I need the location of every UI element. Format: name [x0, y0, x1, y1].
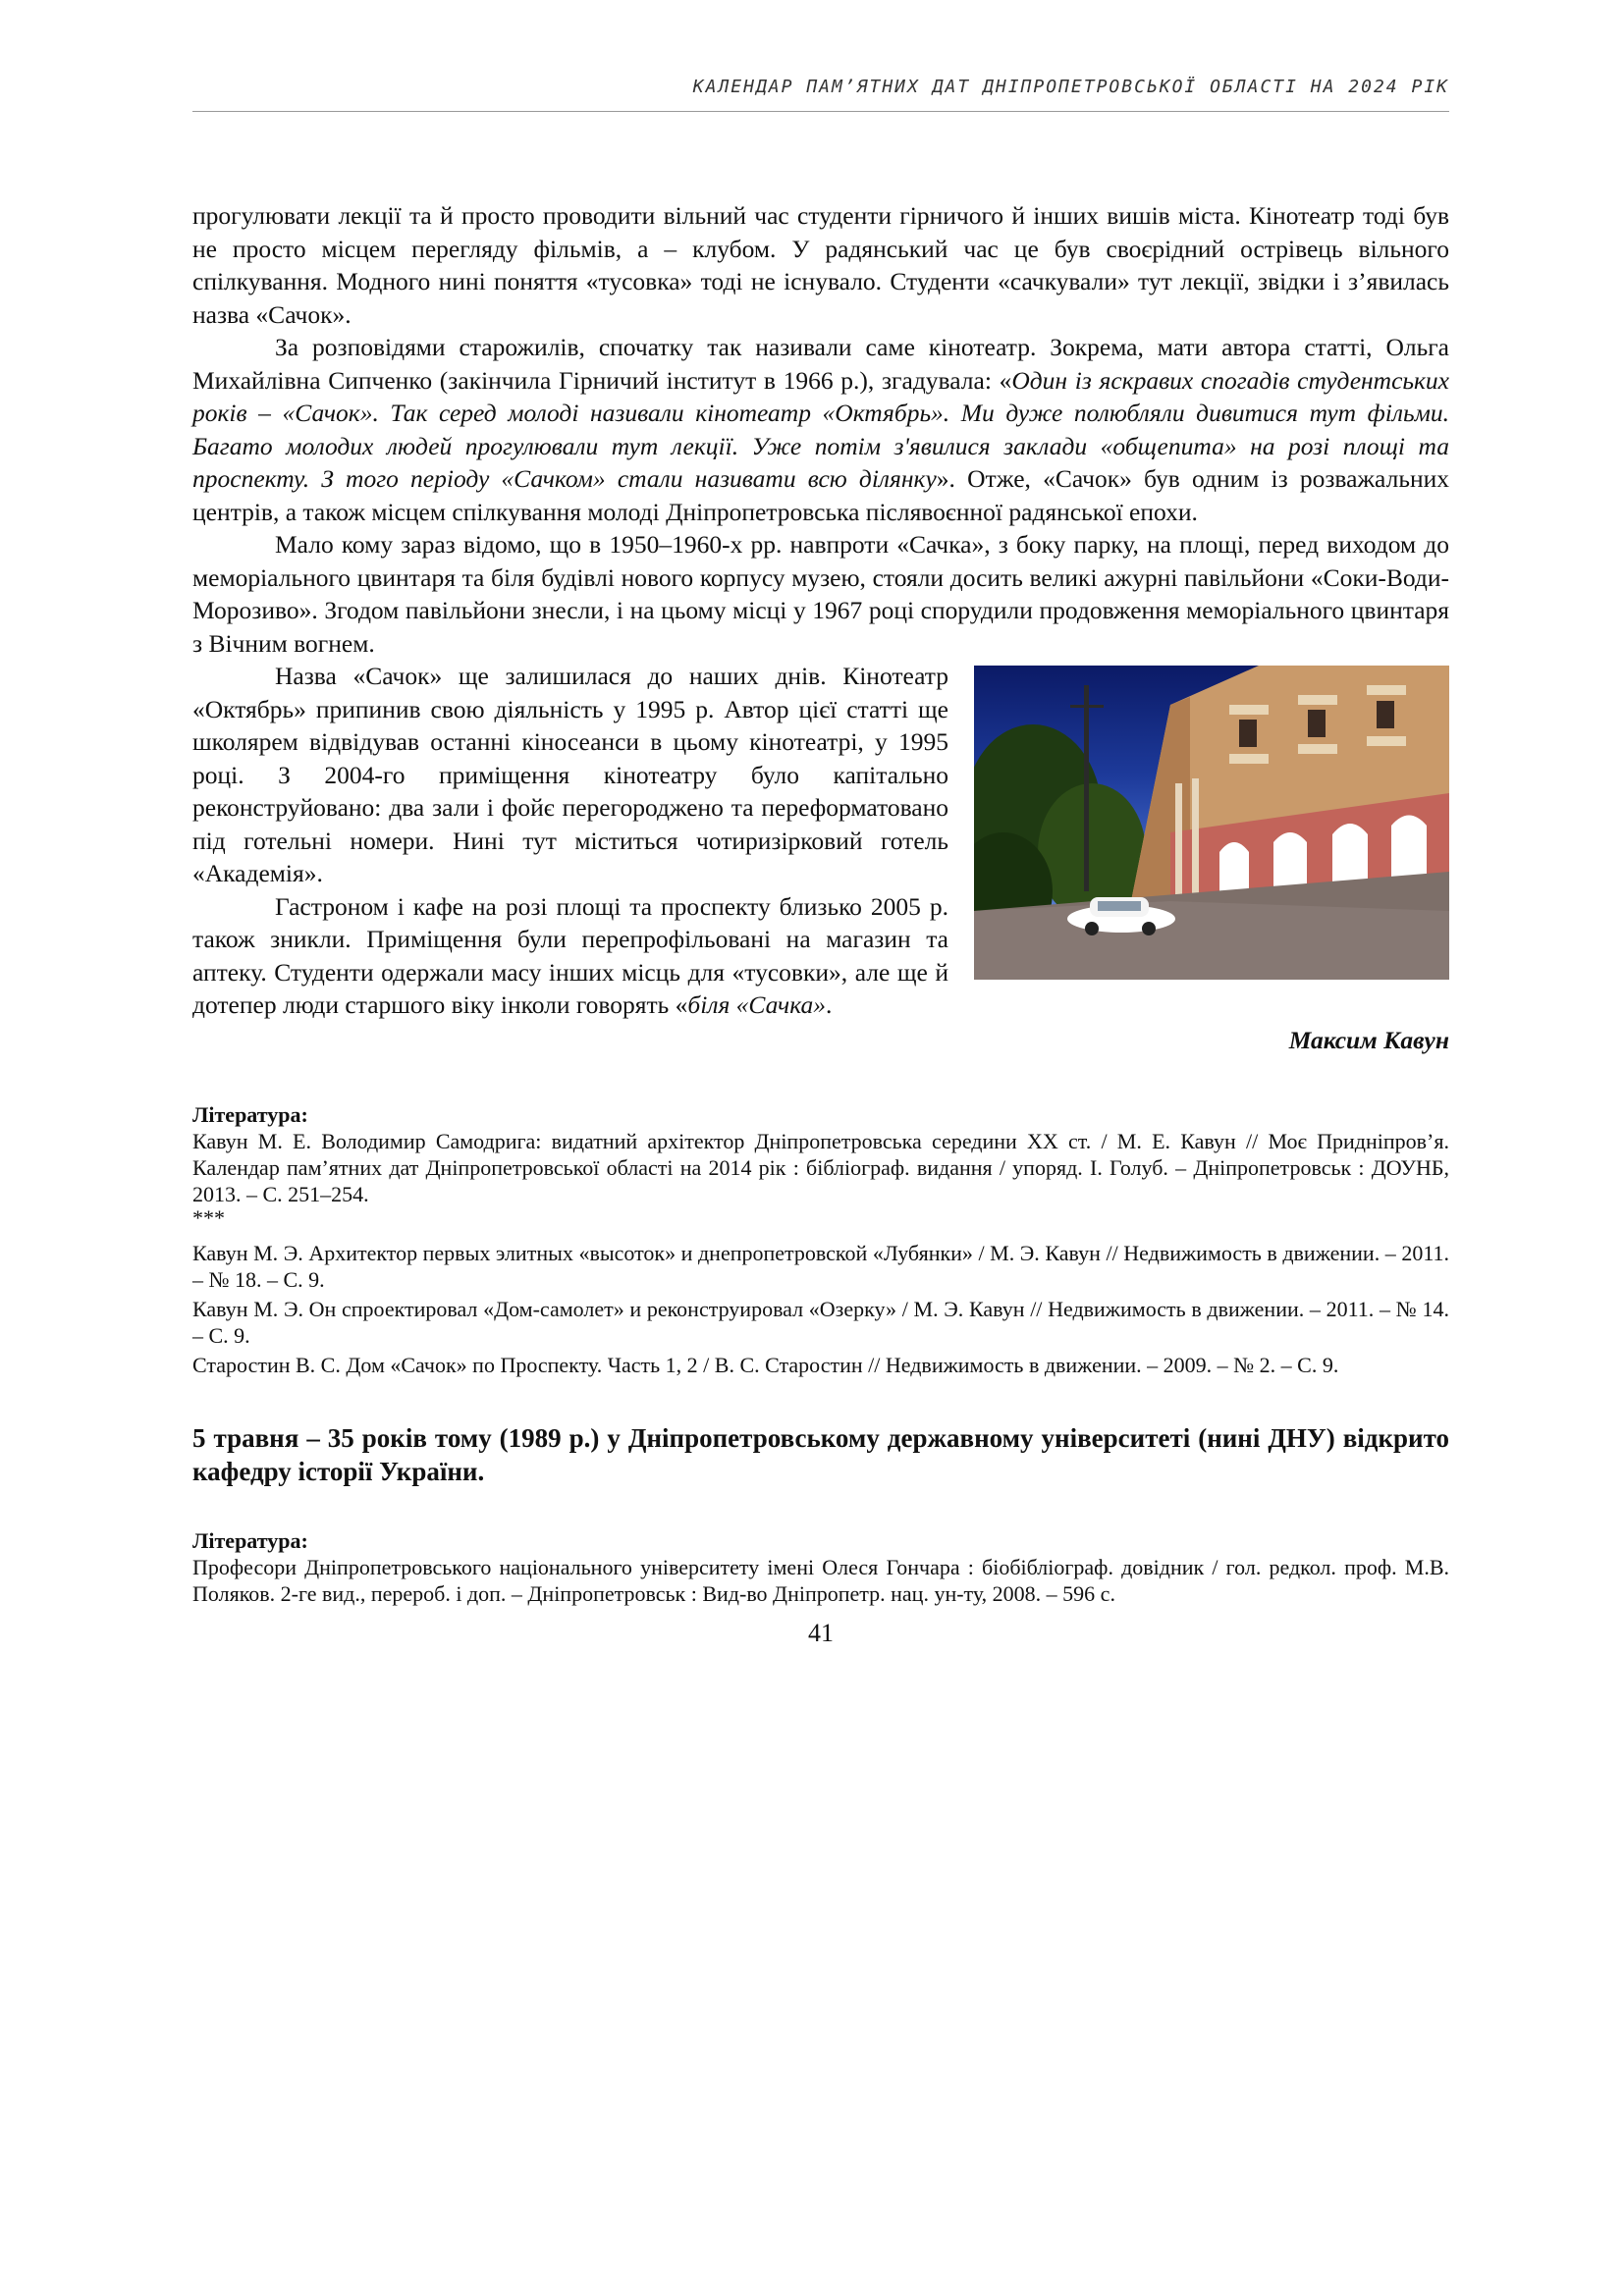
separator-stars: *** — [192, 1205, 225, 1230]
bibliography-entry: Кавун М. Э. Архитектор первых элитных «высоток» и днепропетровской «Лубянки» / М. Э. Кавун // Недвижимость в движении. – 2011. – № 18. – С. 9. — [192, 1241, 1449, 1292]
paragraph: Мало кому зараз відомо, що в 1950–1960-х рр. навпроти «Сачка», з боку парку, на площі, перед виходом до меморіального цвинтаря та біля будівлі нового корпусу музею, стояли досить великі ажурні павільйони «Соки-Води-Морозиво». Згодом павільйони знесли, і на цьому місці у 1967 році спорудили продовження меморіального цвинтаря з Вічним вогнем. — [192, 530, 1449, 658]
building-photo — [974, 666, 1449, 980]
quotation: Один із яскравих спогадів студентських років – «Сачок». Так серед молоді називали кінотеатр «Октябрь». Ми дуже полюбляли дивитися тут фільми. Багато молодих людей прогулювали тут лекції. Уже потім з'явилися заклади «общепита» на розі площі та проспекту. З того періоду «Сачком» стали називати всю ділянку — [192, 365, 1449, 493]
bibliography — [192, 1527, 1449, 1607]
bibliography-entry: Кавун М. Е. Володимир Самодрига: видатний архітектор Дніпропетровська середини ХХ ст. / М. Е. Кавун // Моє Придніпров’я. Календар пам’ятних дат Дніпропетровської області на 2014 рік : бібліограф. видання / упоряд. І. Голуб. – Дніпропетровськ : ДОУНБ, 2013. – С. 251–254. — [192, 1129, 1449, 1206]
article-author: Максим Кавун — [1288, 1025, 1449, 1054]
bibliography-title: Література: — [192, 1528, 308, 1553]
event-heading: 5 травня – 35 років тому (1989 р.) у Дніпропетровському державному університеті (нині ДНУ) відкрито кафедру історії України. — [192, 1423, 1449, 1486]
paragraph: За розповідями старожилів, спочатку так називали саме кінотеатр. Зокрема, мати автора статті, Ольга Михайлівна Сипченко (закінчила Гірничий інститут в 1966 р.), згадувала: «Один із яскравих спогадів студентських років – «Сачок». Так серед молоді називали кінотеатр «Октябрь». Ми дуже полюбляли дивитися тут фільми. Багато молодих людей прогулювали тут лекції. Уже потім з'явилися заклади «общепита» на розі площі та проспекту. З того періоду «Сачком» стали називати всю ділянку». Отже, «Сачок» був одним із розважальних центрів, а також місцем спілкування молоді Дніпропетровська післявоєнної радянської епохи. — [192, 333, 1449, 526]
article-body — [192, 199, 1449, 1650]
page-number: 41 — [808, 1619, 834, 1647]
paragraph: Назва «Сачок» ще залишилася до наших днів. Кінотеатр «Октябрь» припинив свою діяльність у 1995 р. Автор цієї статті ще школярем відвідував останні кіносеанси в цьому кінотеатрі, у 1995 році. З 2004-го приміщення кінотеатру було капітально реконструйовано: два зали і фойє перегороджено та переформатовано під готельні номери. Нині тут міститься чотиризірковий готель «Академія». — [192, 662, 948, 887]
bibliography-title: Література: — [192, 1102, 308, 1127]
bibliography-entry: Кавун М. Э. Он спроектировал «Дом-самолет» и реконструировал «Озерку» / М. Э. Кавун // Недвижимость в движении. – 2011. – № 14. – С. 9. — [192, 1297, 1449, 1348]
running-header: КАЛЕНДАР ПАМ’ЯТНИХ ДАТ ДНІПРОПЕТРОВСЬКОЇ ОБЛАСТІ НА 2024 РІК — [192, 77, 1449, 112]
paragraph: Гастроном і кафе на розі площі та проспекту близько 2005 р. також зникли. Приміщення були перепрофільовані на магазин та аптеку. Студенти одержали масу інших місць для «тусовки», але ще й дотепер люди старшого віку інколи говорять «біля «Сачка». — [192, 891, 948, 1019]
paragraph: прогулювати лекції та й просто проводити вільний час студенти гірничого й інших вишів міста. Кінотеатр тоді був не просто місцем перегляду фільмів, а – клубом. У радянський час це був своєрідний острівець вільного спілкування. Модного нині поняття «тусовка» тоді не існувало. Студенти «сачкували» тут лекції, звідки і з’явилась назва «Сачок». — [192, 201, 1449, 329]
bibliography — [192, 1101, 1449, 1378]
bibliography-entry: Професори Дніпропетровського національного університету імені Олеся Гончара : біобібліограф. довідник / гол. редкол. проф. М.В. Поляков. 2-ге вид., перероб. і доп. – Дніпропетровськ : Вид-во Дніпропетр. нац. ун-ту, 2008. – 596 с. — [192, 1555, 1449, 1606]
quotation: біля «Сачка» — [687, 990, 826, 1019]
bibliography-entry: Старостин В. С. Дом «Сачок» по Проспекту. Часть 1, 2 / В. С. Старостин // Недвижимость в движении. – 2009. – № 2. – С. 9. — [192, 1353, 1339, 1377]
